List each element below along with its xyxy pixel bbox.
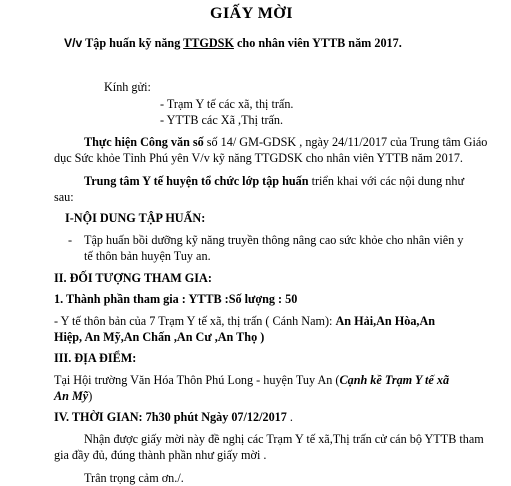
section4-heading-bold: IV. THỜI GIAN: 7h30 phút Ngày 07/12/2017: [54, 410, 287, 424]
final-line1: Nhận được giấy mời này đề nghị các Trạm Y tế xã,Thị trấn cử cán bộ YTTB tham: [84, 432, 484, 446]
section3-heading: III. ĐỊA ĐIỂM:: [54, 351, 137, 365]
section3-line2-end: ): [88, 389, 93, 403]
subject-part2: cho nhân viên YTTB năm 2017.: [233, 36, 402, 50]
para2-line2: sau:: [54, 190, 74, 204]
section3-line2: [54, 388, 92, 404]
section3-line2-bi: An Mỹ: [54, 389, 89, 403]
subject-underlined: TTGDSK: [183, 36, 234, 50]
section3-line1-bi: Cạnh kề Trạm Y tế xã: [339, 373, 450, 387]
para2-bold: Trung tâm Y tế huyện tổ chức lớp tập huấn: [84, 174, 309, 188]
recipient-1: - Trạm Y tế các xã, thị trấn.: [160, 97, 294, 111]
section4-heading-end: .: [286, 410, 293, 424]
para1-rest: số 14/ GM-GDSK , ngày 24/11/2017 của Trung tâm Giáo: [203, 135, 488, 149]
para1-bold: Thực hiện Công văn số: [84, 135, 204, 149]
section2-heading: II. ĐỐI TƯỢNG THAM GIA:: [54, 271, 212, 285]
greeting: Kính gửi:: [104, 80, 151, 94]
subject-part1: Tập huấn kỹ năng: [82, 36, 184, 50]
section1-bullet-line2: tế thôn bản huyện Tuy an.: [84, 249, 211, 263]
subject-line: [64, 35, 402, 51]
section2-subheading: 1. Thành phần tham gia : YTTB :Số lượng : 50: [54, 292, 298, 306]
section2-line1-bold: An Hải,An Hòa,An: [335, 314, 436, 328]
recipient-2: - YTTB các Xã ,Thị trấn.: [160, 113, 284, 127]
para2-rest: triển khai với các nội dung như: [308, 174, 465, 188]
para2-line1: [84, 173, 464, 189]
subject-prefix: V/v: [64, 36, 83, 50]
document-title: GIẤY MỜI: [210, 5, 293, 22]
section1-bullet-line1: Tập huấn bồi dưỡng kỹ năng truyền thông nâng cao sức khỏe cho nhân viên y: [84, 233, 464, 247]
section1-heading: I-NỘI DUNG TẬP HUẤN:: [65, 211, 206, 225]
section2-line2: Hiệp, An Mỹ,An Chấn ,An Cư ,An Thọ ): [54, 330, 265, 344]
section2-line1: [54, 313, 435, 329]
section2-line1-normal: - Y tế thôn bản của 7 Trạm Y tế xã, thị trấn ( Cánh Nam):: [54, 314, 336, 328]
para1-line2: dục Sức khỏe Tỉnh Phú yên V/v kỹ năng TTGDSK cho nhân viên YTTB năm 2017.: [54, 151, 463, 165]
closing: Trân trọng cảm ơn./.: [84, 471, 184, 485]
section4-heading: [54, 409, 293, 425]
section3-line1: [54, 372, 449, 388]
section1-bullet-mark: -: [68, 233, 73, 247]
section3-line1-normal: Tại Hội trường Văn Hóa Thôn Phú Long - huyện Tuy An (: [54, 373, 340, 387]
para1-line1: [84, 134, 487, 150]
final-line2: gia đầy đủ, đúng thành phần như giấy mời .: [54, 448, 267, 462]
